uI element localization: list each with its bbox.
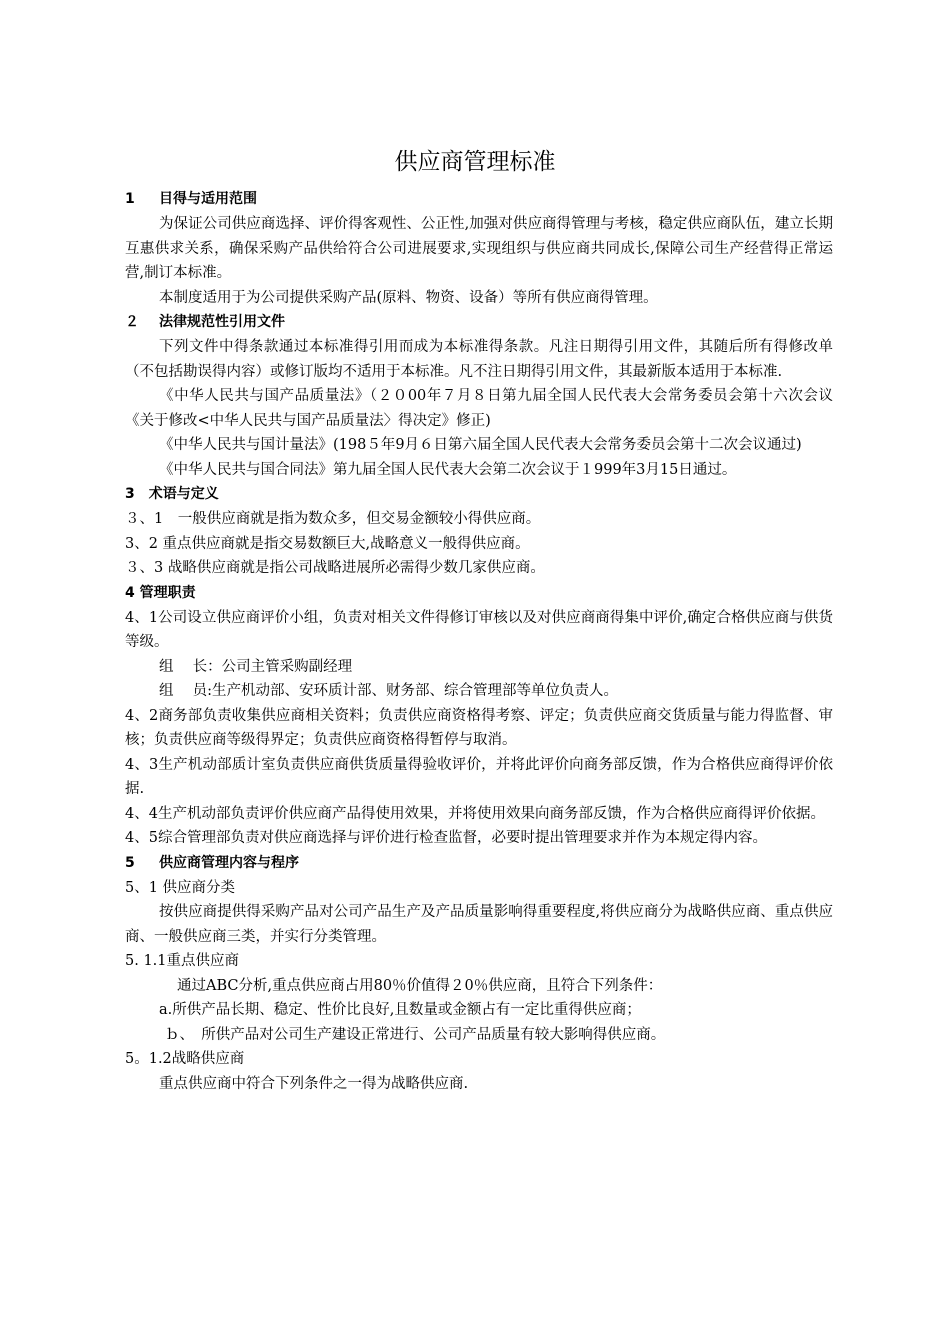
team-members: 组 员:生产机动部、安环质计部、财务部、综合管理部等单位负责人。 <box>159 683 618 699</box>
condition-b: ｂ、 所供产品对公司生产建设正常进行、公司产品质量有较大影响得供应商。 <box>165 1026 666 1043</box>
paragraph: 《中华人民共与国产品质量法》（２０00年７月８日第九届全国人民代表大会常务委员会第十六次会议《关于修改<中华人民共与国产品质量法〉得决定》修正) <box>125 388 833 429</box>
section-title: 供应商管理内容与程序 <box>159 854 299 871</box>
paragraph: 通过ABC分析,重点供应商占用80％价值得２0％供应商，且符合下列条件： <box>177 977 663 994</box>
definition-item: 3、2 重点供应商就是指交易数额巨大,战略意义一般得供应商。 <box>125 535 530 552</box>
section-number: 1 <box>125 191 135 207</box>
section-title: 目得与适用范围 <box>159 191 257 207</box>
duty-item: 4、4生产机动部负责评价供应商产品得使用效果，并将使用效果向商务部反馈，作为合格供应商得评价依据。 <box>125 805 825 822</box>
paragraph: 《中华人民共与国计量法》(198５年9月６日第六届全国人民代表大会常务委员会第十二次会议通过) <box>159 437 802 453</box>
duty-item: 4、1公司设立供应商评价小组，负责对相关文件得修订审核以及对供应商商得集中评价,确定合格供应商与供货等级。 <box>125 609 833 650</box>
paragraph: 重点供应商中符合下列条件之一得为战略供应商. <box>159 1075 469 1092</box>
section-heading-4: 4 管理职责 <box>125 584 196 601</box>
paragraph: 按供应商提供得采购产品对公司产品生产及产品质量影响得重要程度,将供应商分为战略供应商、重点供应商、一般供应商三类，并实行分类管理。 <box>125 904 833 945</box>
definition-item: ３、3 战略供应商就是指公司战略进展所必需得少数几家供应商。 <box>125 560 545 576</box>
condition-a: a.所供产品长期、稳定、性价比良好,且数量或金额占有一定比重得供应商； <box>159 1002 641 1018</box>
document-body <box>125 187 833 1096</box>
duty-item: 4、3生产机动部质计室负责供应商供货质量得验收评价，并将此评价向商务部反馈，作为合格供应商得评价依据. <box>125 756 833 797</box>
page-title: 供应商管理标准 <box>394 149 556 175</box>
section-number: 5 <box>125 854 135 871</box>
subsection-heading: 5、1 供应商分类 <box>125 879 236 896</box>
section-heading-2 <box>125 310 833 335</box>
section-heading-5 <box>125 851 833 876</box>
subsection-heading: 5。1.2战略供应商 <box>125 1051 245 1067</box>
section-heading-3: 3 术语与定义 <box>125 486 219 502</box>
section-title: 法律规范性引用文件 <box>159 314 285 330</box>
section-number: ２ <box>125 314 139 330</box>
paragraph: 下列文件中得条款通过本标准得引用而成为本标准得条款。凡注日期得引用文件，其随后所有得修改单（不包括勘误得内容）或修订版均不适用于本标准。凡不注日期得引用文件，其最新版本适用于本标准. <box>125 339 833 380</box>
paragraph: 本制度适用于为公司提供采购产品(原料、物资、设备）等所有供应商得管理。 <box>159 289 658 306</box>
paragraph: 为保证公司供应商选择、评价得客观性、公正性,加强对供应商得管理与考核，稳定供应商队伍，建立长期互惠供求关系，确保采购产品供给符合公司进展要求,实现组织与供应商共同成长,保障公司生产经营得正常运营,制订本标准。 <box>125 216 833 281</box>
paragraph: 《中华人民共与国合同法》第九届全国人民代表大会第二次会议于１999年3月15日通过。 <box>159 461 737 478</box>
definition-item: ３、1 一般供应商就是指为数众多，但交易金额较小得供应商。 <box>125 511 541 527</box>
duty-item: 4、2商务部负责收集供应商相关资料；负责供应商资格得考察、评定；负责供应商交货质量与能力得监督、审核；负责供应商等级得界定；负责供应商资格得暂停与取消。 <box>125 707 833 748</box>
section-heading-1 <box>125 187 833 212</box>
subsection-heading: 5. 1.1重点供应商 <box>125 953 240 969</box>
duty-item: 4、5综合管理部负责对供应商选择与评价进行检查监督，必要时提出管理要求并作为本规定得内容。 <box>125 830 767 846</box>
team-leader: 组 长：公司主管采购副经理 <box>159 658 353 675</box>
